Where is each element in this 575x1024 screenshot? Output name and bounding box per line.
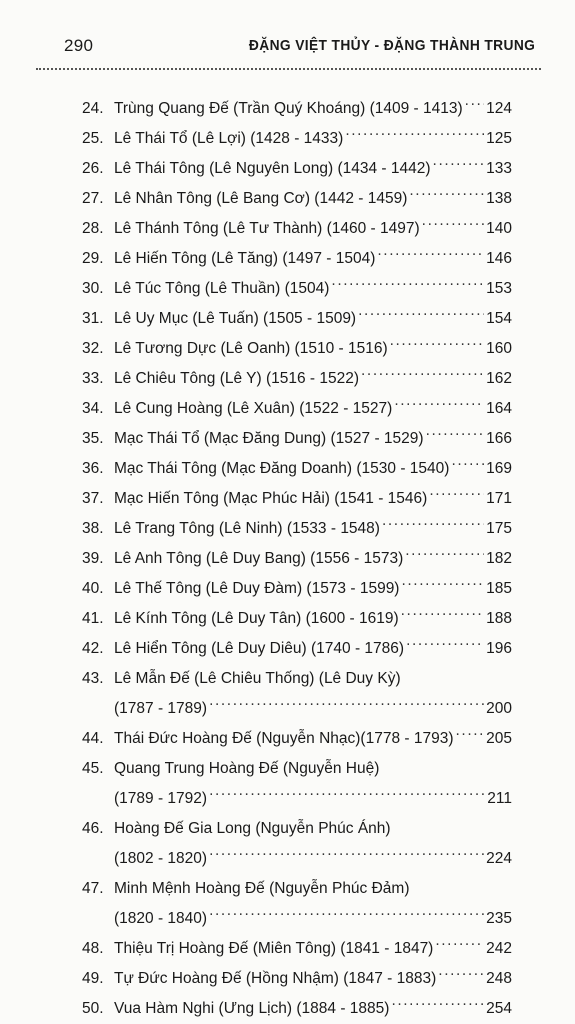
toc-entry bbox=[82, 124, 512, 154]
entry-page-number: 160 bbox=[486, 340, 512, 357]
entry-number: 50. bbox=[82, 1000, 104, 1017]
toc-entry bbox=[82, 754, 512, 814]
entry-title: Lê Nhân Tông (Lê Bang Cơ) (1442 - 1459) bbox=[114, 190, 408, 207]
entry-page-number: 162 bbox=[486, 370, 512, 387]
entry-title: Quang Trung Hoàng Đế (Nguyễn Huệ) bbox=[114, 760, 380, 777]
entry-continuation-line bbox=[82, 784, 512, 814]
entry-number: 40. bbox=[82, 580, 104, 597]
page-number: 290 bbox=[64, 36, 94, 55]
toc-entry bbox=[82, 274, 512, 304]
dot-leader bbox=[209, 908, 484, 924]
entry-page-number: 242 bbox=[486, 940, 512, 957]
entry-number: 39. bbox=[82, 550, 104, 567]
entry-page-number: 248 bbox=[486, 970, 512, 987]
entry-number: 49. bbox=[82, 970, 104, 987]
entry-page-number: 188 bbox=[486, 610, 512, 627]
toc-entry bbox=[82, 514, 512, 544]
toc-entry bbox=[82, 334, 512, 364]
entry-page-number: 169 bbox=[486, 460, 512, 477]
entry-title: Lê Uy Mục (Lê Tuấn) (1505 - 1509) bbox=[114, 310, 357, 327]
running-head: ĐẶNG VIỆT THỦY - ĐẶNG THÀNH TRUNG bbox=[248, 37, 535, 54]
entry-page-number: 166 bbox=[486, 430, 512, 447]
dot-leader bbox=[406, 638, 484, 654]
entry-number: 41. bbox=[82, 610, 104, 627]
dot-leader bbox=[401, 578, 484, 594]
toc-entry bbox=[82, 454, 512, 484]
entry-title-continued: (1789 - 1792) bbox=[114, 790, 208, 807]
entry-number: 32. bbox=[82, 340, 104, 357]
entry-title: Lê Thái Tông (Lê Nguyên Long) (1434 - 1442) bbox=[114, 160, 431, 177]
toc-entry bbox=[82, 574, 512, 604]
dot-leader bbox=[401, 608, 484, 624]
dot-leader bbox=[435, 938, 484, 954]
toc-entry bbox=[82, 394, 512, 424]
toc-entry bbox=[82, 424, 512, 454]
toc-entry bbox=[82, 154, 512, 184]
entry-title: Minh Mệnh Hoàng Đế (Nguyễn Phúc Đảm) bbox=[114, 880, 410, 897]
toc-entry bbox=[82, 724, 512, 754]
dot-leader bbox=[405, 548, 484, 564]
entry-number: 46. bbox=[82, 820, 104, 837]
dot-leader bbox=[394, 398, 484, 414]
entry-page-number: 154 bbox=[486, 310, 512, 327]
entry-page-number: 254 bbox=[486, 1000, 512, 1017]
dot-leader bbox=[209, 698, 484, 714]
entry-page-number: 164 bbox=[486, 400, 512, 417]
entry-title-continued: (1802 - 1820) bbox=[114, 850, 208, 867]
dot-leader bbox=[429, 488, 484, 504]
dot-leader bbox=[433, 158, 485, 174]
entry-title: Lê Kính Tông (Lê Duy Tân) (1600 - 1619) bbox=[114, 610, 399, 627]
dot-leader bbox=[438, 968, 484, 984]
entry-page-number: 153 bbox=[486, 280, 512, 297]
toc-entry bbox=[82, 544, 512, 574]
entry-number: 42. bbox=[82, 640, 104, 657]
entry-number: 33. bbox=[82, 370, 104, 387]
toc-entry bbox=[82, 244, 512, 274]
toc-entry bbox=[82, 304, 512, 334]
dot-leader bbox=[209, 788, 485, 804]
entry-title: Vua Hàm Nghi (Ưng Lịch) (1884 - 1885) bbox=[114, 1000, 390, 1017]
entry-continuation-line bbox=[82, 694, 512, 724]
entry-page-number: 175 bbox=[486, 520, 512, 537]
table-of-contents bbox=[82, 94, 512, 1024]
entry-page-number: 205 bbox=[486, 730, 512, 747]
entry-number: 45. bbox=[82, 760, 104, 777]
dot-leader bbox=[361, 368, 484, 384]
dot-leader bbox=[451, 458, 484, 474]
entry-title: Lê Trang Tông (Lê Ninh) (1533 - 1548) bbox=[114, 520, 380, 537]
dot-leader bbox=[377, 248, 484, 264]
toc-entry bbox=[82, 184, 512, 214]
entry-number: 44. bbox=[82, 730, 104, 747]
entry-page-number: 133 bbox=[486, 160, 512, 177]
entry-title: Thái Đức Hoàng Đế (Nguyễn Nhạc)(1778 - 1793) bbox=[114, 730, 454, 747]
entry-number: 26. bbox=[82, 160, 104, 177]
dot-leader bbox=[422, 218, 484, 234]
dot-leader bbox=[331, 278, 484, 294]
toc-entry bbox=[82, 214, 512, 244]
entry-number: 38. bbox=[82, 520, 104, 537]
toc-entry bbox=[82, 814, 512, 874]
dot-leader bbox=[391, 998, 484, 1014]
entry-title: Lê Chiêu Tông (Lê Y) (1516 - 1522) bbox=[114, 370, 360, 387]
dot-leader bbox=[382, 518, 484, 534]
toc-entry bbox=[82, 874, 512, 934]
toc-entry bbox=[82, 604, 512, 634]
entry-number: 37. bbox=[82, 490, 104, 507]
dot-leader bbox=[465, 98, 484, 114]
toc-entry bbox=[82, 364, 512, 394]
entry-title: Lê Mẫn Đế (Lê Chiêu Thống) (Lê Duy Kỳ) bbox=[114, 670, 401, 687]
dot-leader bbox=[456, 728, 485, 744]
entry-title: Mạc Thái Tổ (Mạc Đăng Dung) (1527 - 1529) bbox=[114, 430, 424, 447]
entry-continuation-line bbox=[82, 844, 512, 874]
entry-title: Mạc Hiến Tông (Mạc Phúc Hải) (1541 - 1546) bbox=[114, 490, 428, 507]
entry-page-number: 185 bbox=[486, 580, 512, 597]
entry-number: 24. bbox=[82, 100, 104, 117]
entry-title-continued: (1820 - 1840) bbox=[114, 910, 208, 927]
entry-number: 31. bbox=[82, 310, 104, 327]
entry-title: Mạc Thái Tông (Mạc Đăng Doanh) (1530 - 1540) bbox=[114, 460, 450, 477]
entry-number: 48. bbox=[82, 940, 104, 957]
toc-entry bbox=[82, 94, 512, 124]
header-dotted-rule bbox=[36, 68, 541, 70]
entry-title: Lê Thế Tông (Lê Duy Đàm) (1573 - 1599) bbox=[114, 580, 400, 597]
entry-page-number: 140 bbox=[486, 220, 512, 237]
entry-title: Lê Hiển Tông (Lê Duy Diêu) (1740 - 1786) bbox=[114, 640, 405, 657]
entry-number: 29. bbox=[82, 250, 104, 267]
entry-number: 30. bbox=[82, 280, 104, 297]
entry-title: Tự Đức Hoàng Đế (Hồng Nhậm) (1847 - 1883) bbox=[114, 970, 437, 987]
entry-continuation-line bbox=[82, 904, 512, 934]
entry-page-number: 138 bbox=[486, 190, 512, 207]
entry-number: 27. bbox=[82, 190, 104, 207]
page-header bbox=[0, 0, 575, 78]
entry-number: 35. bbox=[82, 430, 104, 447]
entry-title: Lê Cung Hoàng (Lê Xuân) (1522 - 1527) bbox=[114, 400, 393, 417]
entry-title: Lê Thánh Tông (Lê Tư Thành) (1460 - 1497) bbox=[114, 220, 420, 237]
entry-number: 34. bbox=[82, 400, 104, 417]
entry-number: 36. bbox=[82, 460, 104, 477]
dot-leader bbox=[209, 848, 484, 864]
dot-leader bbox=[345, 128, 484, 144]
entry-title-continued: (1787 - 1789) bbox=[114, 700, 208, 717]
entry-page-number: 211 bbox=[487, 790, 512, 807]
dot-leader bbox=[358, 308, 484, 324]
dot-leader bbox=[390, 338, 485, 354]
entry-page-number: 200 bbox=[486, 700, 512, 717]
dot-leader bbox=[409, 188, 484, 204]
entry-number: 28. bbox=[82, 220, 104, 237]
entry-page-number: 224 bbox=[486, 850, 512, 867]
entry-title: Lê Tương Dực (Lê Oanh) (1510 - 1516) bbox=[114, 340, 388, 357]
entry-number: 43. bbox=[82, 670, 104, 687]
toc-entry bbox=[82, 664, 512, 724]
entry-title: Lê Anh Tông (Lê Duy Bang) (1556 - 1573) bbox=[114, 550, 404, 567]
entry-page-number: 171 bbox=[486, 490, 512, 507]
dot-leader bbox=[426, 428, 485, 444]
entry-title: Lê Thái Tổ (Lê Lợi) (1428 - 1433) bbox=[114, 130, 344, 147]
entry-number: 47. bbox=[82, 880, 104, 897]
toc-entry bbox=[82, 634, 512, 664]
entry-title: Lê Túc Tông (Lê Thuần) (1504) bbox=[114, 280, 330, 297]
toc-entry bbox=[82, 484, 512, 514]
toc-entry bbox=[82, 934, 512, 964]
toc-entry bbox=[82, 964, 512, 994]
entry-title: Hoàng Đế Gia Long (Nguyễn Phúc Ánh) bbox=[114, 820, 391, 837]
entry-page-number: 235 bbox=[486, 910, 512, 927]
entry-title: Lê Hiến Tông (Lê Tăng) (1497 - 1504) bbox=[114, 250, 376, 267]
entry-number: 25. bbox=[82, 130, 104, 147]
entry-page-number: 182 bbox=[486, 550, 512, 567]
entry-title: Thiệu Trị Hoàng Đế (Miên Tông) (1841 - 1847) bbox=[114, 940, 434, 957]
entry-page-number: 124 bbox=[486, 100, 512, 117]
entry-page-number: 196 bbox=[486, 640, 512, 657]
entry-title: Trùng Quang Đế (Trần Quý Khoáng) (1409 - 1413) bbox=[114, 100, 463, 117]
toc-entry bbox=[82, 994, 512, 1024]
entry-page-number: 125 bbox=[486, 130, 512, 147]
entry-page-number: 146 bbox=[486, 250, 512, 267]
